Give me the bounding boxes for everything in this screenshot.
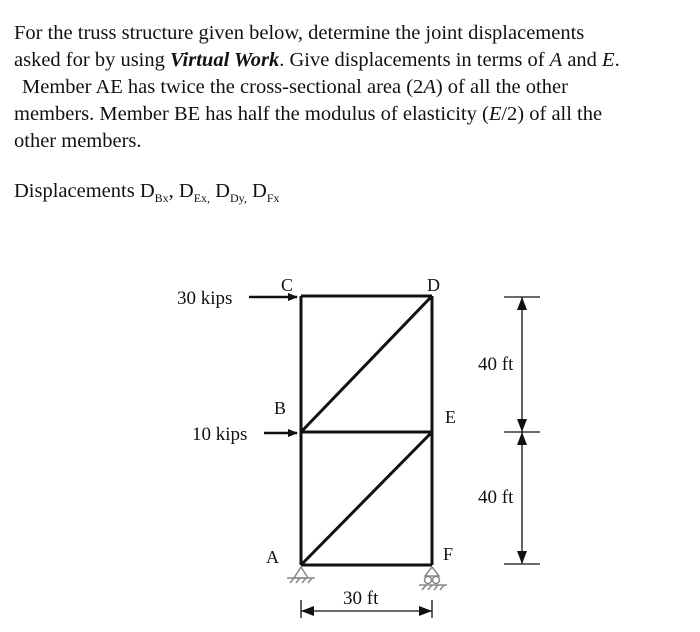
- problem-line-4: members. Member BE has half the modulus of elasticity (E/2) of all the: [14, 103, 603, 125]
- dim-label-width: 30 ft: [343, 588, 379, 609]
- displacements-list: Displacements $D_{Bx}$, $D_{Ex,}$ $D_{Dy,}$ $D_{Fx}$: [14, 180, 280, 206]
- problem-line-3: Member AE has twice the cross-sectional area (2A) of all the other: [22, 76, 568, 98]
- vertical-dimension: [504, 297, 540, 564]
- member-bd: [301, 296, 432, 432]
- virtual-work-term: Virtual Work: [170, 49, 280, 71]
- problem-line-5: other members.: [14, 130, 142, 152]
- pin-support-a: [287, 567, 315, 583]
- node-label-f: F: [443, 544, 454, 564]
- problem-line-2: asked for by using Virtual Work. Give displacements in terms of A and E.: [14, 49, 620, 71]
- node-label-a: A: [266, 547, 279, 567]
- member-ae: [301, 432, 432, 565]
- node-label-c: C: [281, 275, 294, 295]
- roller-support-f: [419, 567, 447, 590]
- node-label-b: B: [274, 398, 287, 418]
- problem-line-1: For the truss structure given below, determine the joint displacements: [14, 22, 585, 44]
- node-label-e: E: [445, 407, 456, 427]
- load-label-b: 10 kips: [192, 424, 248, 445]
- dim-label-top: 40 ft: [478, 354, 514, 375]
- load-label-c: 30 kips: [177, 288, 233, 309]
- node-label-d: D: [427, 275, 440, 295]
- dim-label-bottom: 40 ft: [478, 487, 514, 508]
